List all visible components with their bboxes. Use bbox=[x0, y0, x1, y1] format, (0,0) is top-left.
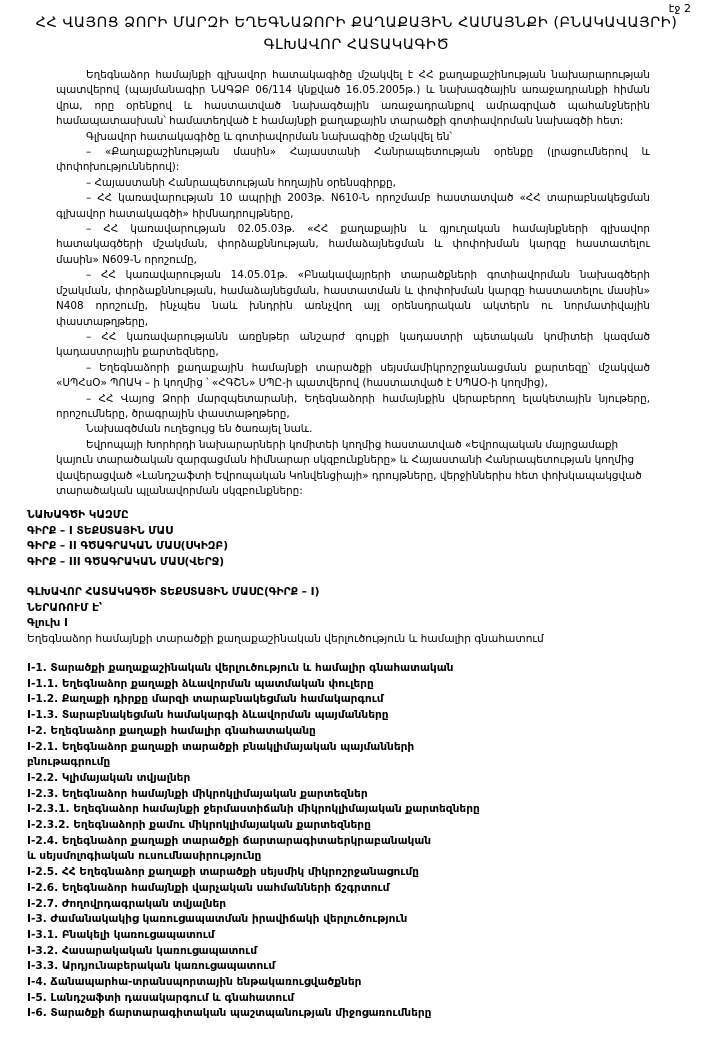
contents-item: I-3.1. Բնակելի կառուցապատում bbox=[27, 928, 215, 941]
contents-item: I-1.2. Քաղաքի դիրքը մարզի տարաբնակեցման համակարգում bbox=[27, 693, 384, 706]
contents-item: I-5. Լանդշաֆտի դասակարգում և գնահատում bbox=[27, 991, 295, 1004]
contents-item: I-2.7. Ժողովրդագրական տվյալներ bbox=[27, 897, 227, 910]
contents-item: բնութագրումը bbox=[27, 756, 111, 769]
contents-item: I-2.3. Եղեգնաձոր համայնքի միկրոկլիմայական քարտեզներ bbox=[27, 787, 368, 800]
contents-item: I-3.3. Արդյունաբերական կառուցապատում bbox=[27, 960, 276, 973]
list-item: – ՀՀ կառավարության 14.05.01թ. «Բնակավայրերի տարածքների գոտիավորման նախագծերի մշակման, փորձաքննության, համաձայնեցման, հաստատման և փոփոխման կարգը հաստատելու մասին» N408 որոշումը, ինչպես նաև խնդրին առնչվող այլ օրենսդրական ակտերն ու նորմատիվային փաստաթղթերը, bbox=[56, 269, 650, 328]
contents-item: I-1. Տարածքի քաղաքաշինական վերլուծություն և համալիր գնահատական bbox=[27, 662, 454, 674]
contents-item: I-3. Ժամանակակից կառուցապատման իրավիճակի վերլուծություն bbox=[27, 913, 408, 926]
list-item: – «Քաղաքաշինության մասին» Հայաստանի Հանրապետության օրենքը (լրացումներով և փոփոխություններով): bbox=[56, 146, 650, 174]
list-item: – ՀՀ կառավարության 02.05.03թ. «ՀՀ քաղաքային և գյուղական համայնքների գլխավոր հատակագծերի մշակման, փորձաքննության, համաձայնեցման և փոփոխման կարգը հաստատելու մասին» N609-Ն որոշումը, bbox=[56, 223, 650, 266]
project-composition bbox=[27, 508, 667, 647]
contents-item: և սեյսմոլոգիական ուսումնասիրությունը bbox=[27, 850, 262, 863]
document-title bbox=[0, 12, 713, 56]
includes-label: ՆԵՐԱՌՈՒՄ Է՝ bbox=[27, 601, 103, 614]
contents-item: I-2.6. Եղեգնաձոր համայնքի վարչական սահմանների ճշգրտում bbox=[27, 881, 390, 894]
paragraph: Եվրոպայի Խորհրդի նախարարների կոմիտեի կողմից հաստատված «Եվրոպական մայրցամաքի կայուն տարածական զարգացման հիմնարար սկզբունքները» և Հայաստանի Հանրապետության կողմից վավերացված «Լանդշաֆտի Եվրոպական Կոնվենցիայի» դրույթները, վերջիններիս հետ փոխկապակցված տարածական պլանավորման սկզբունքները: bbox=[56, 438, 642, 497]
composition-heading: ՆԱԽԱԳԾԻ ԿԱԶՄԸ bbox=[27, 509, 129, 521]
contents-item: I-3.2. Հասարակական կառուցապատում bbox=[27, 944, 258, 957]
contents-item: I-2.5. ՀՀ Եղեգնաձոր քաղաքի տարածքի սեյսմիկ միկրոշրջանացումը bbox=[27, 866, 419, 879]
book-item: ԳԻՐՔ – I ՏԵՔՍՏԱՅԻՆ ՄԱՍ bbox=[27, 524, 173, 537]
list-item: – Եղեգնաձորի քաղաքային համայնքի տարածքի սեյսմամիկրոշրջանացման քարտեզը՝ մշակված «ՍՊՀսՕ» ՊՈԱԿ – ի կողմից ՝ «ՀԳՇՆ» ՍՊԸ-ի պատվերով (հաստատված է ՍՊԱՕ-ի կողմից), bbox=[56, 361, 650, 390]
page-number: էջ 2 bbox=[668, 2, 691, 15]
contents-item: I-2. Եղեգնաձոր քաղաքի համալիր գնահատականը bbox=[27, 724, 316, 737]
contents-item: I-4. Ճանապարհա-տրանսպորտային ենթակառուցվածքներ bbox=[27, 976, 362, 989]
paragraph: Գլխավոր հատակագիծը և գոտիավորման նախագիծը մշակվել են՝ bbox=[86, 130, 452, 143]
contents-item: I-2.2. Կլիմայական տվյալներ bbox=[27, 771, 191, 784]
contents-item: I-2.3.2. Եղեգնաձորի քամու միկրոկլիմայական քարտեզները bbox=[27, 819, 371, 832]
list-item: – Հայաստանի Հանրապետության հողային օրենսգիրքը, bbox=[86, 176, 396, 189]
contents-list bbox=[27, 661, 667, 1022]
contents-item: I-6. Տարածքի ճարտարագիտական պաշտպանության միջոցառումները bbox=[27, 1007, 432, 1020]
list-item: – ՀՀ Վայոց Ձորի մարզպետարանի, Եղեգնաձորի համայնքին վերաբերող ելակետային նյութերը, որոշումները, ծրագրային փաստաթղթերը, bbox=[56, 392, 650, 420]
chapter-label: Գլուխ I bbox=[27, 617, 68, 629]
title-line-2: ԳԼԽԱՎՈՐ ՀԱՏԱԿԱԳԻԾ bbox=[263, 37, 450, 53]
contents-item: I-2.3.1. Եղեգնաձոր համայնքի ջերմաստիճանի միկրոկլիմայական քարտեզները bbox=[27, 803, 480, 816]
introduction bbox=[56, 68, 650, 499]
book-item: ԳԻՐՔ – II ԳԾԱԳՐԱԿԱՆ ՄԱՍ(ՍԿԻԶԲ) bbox=[27, 540, 229, 552]
list-item: – ՀՀ կառավարությանն առընթեր անշարժ գույքի կադաստրի պետական կոմիտեի կազմած կադաստրային քարտեզները, bbox=[56, 330, 650, 359]
contents-heading: ԳԼԽԱՎՈՐ ՀԱՏԱԿԱԳԾԻ ՏԵՔՍՏԱՅԻՆ ՄԱՍԸ(ԳԻՐՔ – I) bbox=[27, 586, 320, 598]
contents-item: I-2.1. Եղեգնաձոր քաղաքի տարածքի բնակլիմայական պայմանների bbox=[27, 740, 415, 753]
paragraph: Նախագծման ուղեցույց են ծառայել նաև. bbox=[86, 423, 313, 436]
list-item: – ՀՀ կառավարության 10 ապրիլի 2003թ. N610-Ն որոշմամբ հաստատված «ՀՀ տարաբնակեցման գլխավոր հատակագծի» հիմնադրույթները, bbox=[56, 192, 650, 220]
paragraph: Եղեգնաձոր համայնքի գլխավոր հատակագիծը մշակվել է ՀՀ քաղաքաշինության նախարարության պատվերով (պայմանագիր ՆԱԳՁԲ 06/114 կնքված 16.05.2005թ.) և նախագծային առաջադրանքի հիման վրա, որը օրենքով և հաստատված նախագծային առաջադրանքով ամրագրված պահանջներին համապատասխան՝ համատեղված է համայնքի քաղաքային տարածքի գոտիավորման նախագծի հետ: bbox=[56, 69, 650, 128]
contents-item: I-1.1. Եղեգնաձոր քաղաքի ձևավորման պատմական փուլերը bbox=[27, 677, 374, 690]
title-line-1: ՀՀ ՎԱՅՈՑ ՁՈՐԻ ՄԱՐԶԻ ԵՂԵԳՆԱՁՈՐԻ ՔԱՂԱՔԱՅԻՆ ՀԱՄԱՅՆՔԻ (ԲՆԱԿԱՎԱՅՐԻ) bbox=[35, 15, 678, 31]
contents-item: I-2.4. Եղեգնաձոր քաղաքի տարածքի ճարտարագիտաերկրաբանական bbox=[27, 834, 432, 847]
book-item: ԳԻՐՔ – III ԳԾԱԳՐԱԿԱՆ ՄԱՍ(ՎԵՐՋ) bbox=[27, 555, 225, 568]
contents-item: I-1.3. Տարաբնակեցման համակարգի ձևավորման պայմանները bbox=[27, 709, 389, 722]
chapter-title: Եղեգնաձոր համայնքի տարածքի քաղաքաշինական վերլուծություն և համալիր գնահատում bbox=[27, 632, 544, 645]
